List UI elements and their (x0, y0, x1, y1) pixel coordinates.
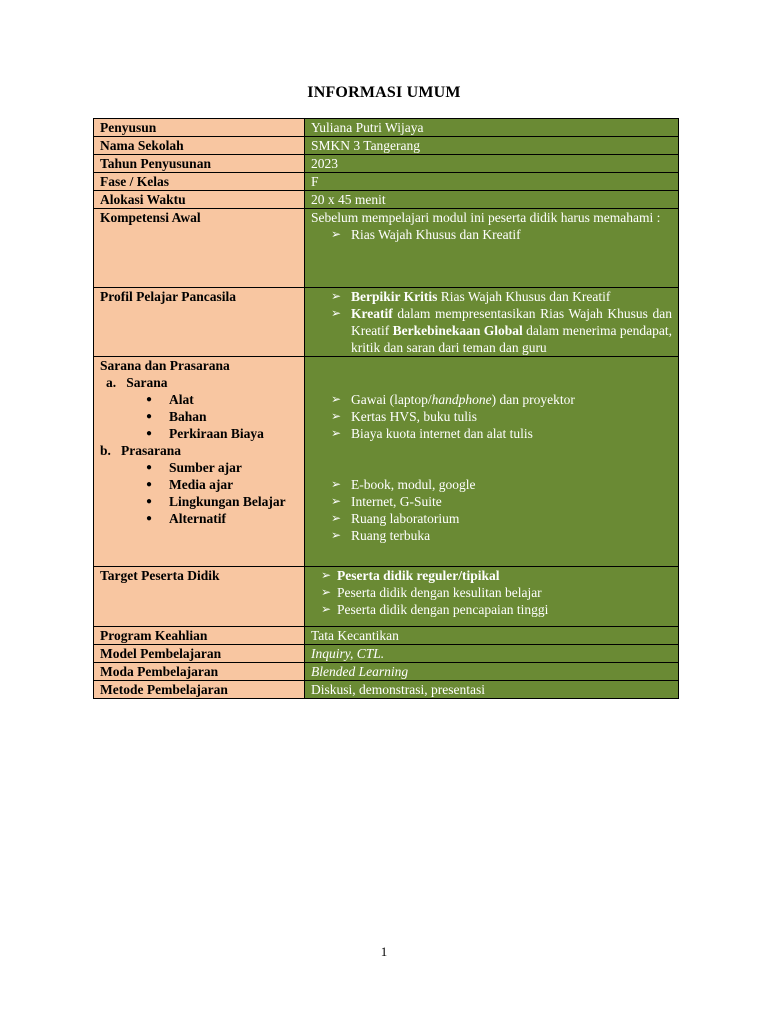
value-penyusun: Yuliana Putri Wijaya (305, 119, 679, 137)
sarana-b (100, 442, 298, 459)
row-target (94, 567, 679, 627)
label-alokasi: Alokasi Waktu (94, 191, 305, 209)
row-program (94, 627, 679, 645)
value-moda (305, 663, 679, 681)
label-program: Program Keahlian (94, 627, 305, 645)
profil-item1-bold: Berpikir Kritis (351, 289, 438, 304)
value-kompetensi (305, 209, 679, 288)
page-title: INFORMASI UMUM (307, 84, 461, 101)
row-metode (94, 681, 679, 699)
label-nama-sekolah: Nama Sekolah (94, 137, 305, 155)
label-penyusun: Penyusun (94, 119, 305, 137)
list-item: ● Media ajar (100, 476, 298, 493)
sarana-values-list (311, 391, 672, 442)
list-item: ➢ Peserta didik dengan pencapaian tinggi (311, 601, 672, 618)
list-item: ● Perkiraan Biaya (100, 425, 298, 442)
row-profil (94, 288, 679, 357)
list-item: ➢ Peserta didik dengan kesulitan belajar (311, 584, 672, 601)
list-item: ➢ E-book, modul, google (311, 476, 672, 493)
profil-item2-bold1: Kreatif (351, 306, 393, 321)
sarana-b-marker: b. (100, 443, 111, 458)
value-model (305, 645, 679, 663)
sarana-b-label: Prasarana (121, 443, 182, 458)
sarana-b-list (100, 459, 298, 527)
moda-italic: Blended Learning (311, 664, 409, 679)
list-item (311, 288, 672, 305)
value-program: Tata Kecantikan (305, 627, 679, 645)
list-item: ➢ Rias Wajah Khusus dan Kreatif (311, 226, 672, 243)
label-tahun: Tahun Penyusunan (94, 155, 305, 173)
label-target: Target Peserta Didik (94, 567, 305, 627)
row-kompetensi (94, 209, 679, 288)
profil-item2-text1: dalam mempresentasikan Rias Wajah Khusus dan Kreatif (351, 306, 672, 338)
row-fase (94, 173, 679, 191)
list-item: ● Alat (100, 391, 298, 408)
value-nama-sekolah: SMKN 3 Tangerang (305, 137, 679, 155)
list-item: ➢ Internet, G-Suite (311, 493, 672, 510)
gawai-text: Gawai (laptop/ (351, 392, 432, 407)
kompetensi-intro: Sebelum mempelajari modul ini peserta didik harus memahami : (311, 210, 661, 225)
kompetensi-list (311, 226, 672, 243)
profil-item2-bold2: Berkebinekaan Global (392, 323, 523, 338)
label-model: Model Pembelajaran (94, 645, 305, 663)
sarana-a-list (100, 391, 298, 442)
value-metode: Diskusi, demonstrasi, presentasi (305, 681, 679, 699)
profil-item2-text2: dalam menerima pendapat, kritik dan saran dari teman dan guru (351, 323, 673, 355)
row-model (94, 645, 679, 663)
row-alokasi (94, 191, 679, 209)
list-item: ➢ Ruang laboratorium (311, 510, 672, 527)
value-sarana (305, 357, 679, 567)
list-item: ● Bahan (100, 408, 298, 425)
row-moda (94, 663, 679, 681)
profil-item1-text: Rias Wajah Khusus dan Kreatif (437, 289, 611, 304)
target-list (311, 567, 672, 618)
gawai-italic: handphone (431, 392, 492, 407)
model-italic: Inquiry, CTL. (311, 646, 385, 661)
row-tahun (94, 155, 679, 173)
list-item: ➢ Kertas HVS, buku tulis (311, 408, 672, 425)
list-item (311, 305, 672, 356)
row-sarana (94, 357, 679, 567)
profil-list (311, 288, 672, 356)
sarana-a-label: Sarana (126, 375, 168, 390)
value-fase: F (305, 173, 679, 191)
value-alokasi: 20 x 45 menit (305, 191, 679, 209)
list-item: ● Sumber ajar (100, 459, 298, 476)
list-item: ➢ Biaya kuota internet dan alat tulis (311, 425, 672, 442)
row-penyusun (94, 119, 679, 137)
prasarana-values-list (311, 476, 672, 544)
sarana-heading: Sarana dan Prasarana (100, 358, 230, 373)
list-item: ● Alternatif (100, 510, 298, 527)
label-sarana (94, 357, 305, 567)
list-item: ● Lingkungan Belajar (100, 493, 298, 510)
label-moda: Moda Pembelajaran (94, 663, 305, 681)
row-nama-sekolah (94, 137, 679, 155)
value-tahun: 2023 (305, 155, 679, 173)
sarana-a (100, 374, 298, 391)
label-fase: Fase / Kelas (94, 173, 305, 191)
list-item (311, 567, 672, 584)
value-target (305, 567, 679, 627)
list-item (311, 391, 672, 408)
gawai-text-post: ) dan proyektor (491, 392, 575, 407)
info-table (93, 118, 679, 699)
sarana-a-marker: a. (106, 375, 117, 390)
label-profil: Profil Pelajar Pancasila (94, 288, 305, 357)
value-profil (305, 288, 679, 357)
label-kompetensi: Kompetensi Awal (94, 209, 305, 288)
page-number: 1 (380, 944, 388, 959)
target-bold: Peserta didik reguler/tipikal (337, 568, 500, 583)
list-item: ➢ Ruang terbuka (311, 527, 672, 544)
label-metode: Metode Pembelajaran (94, 681, 305, 699)
